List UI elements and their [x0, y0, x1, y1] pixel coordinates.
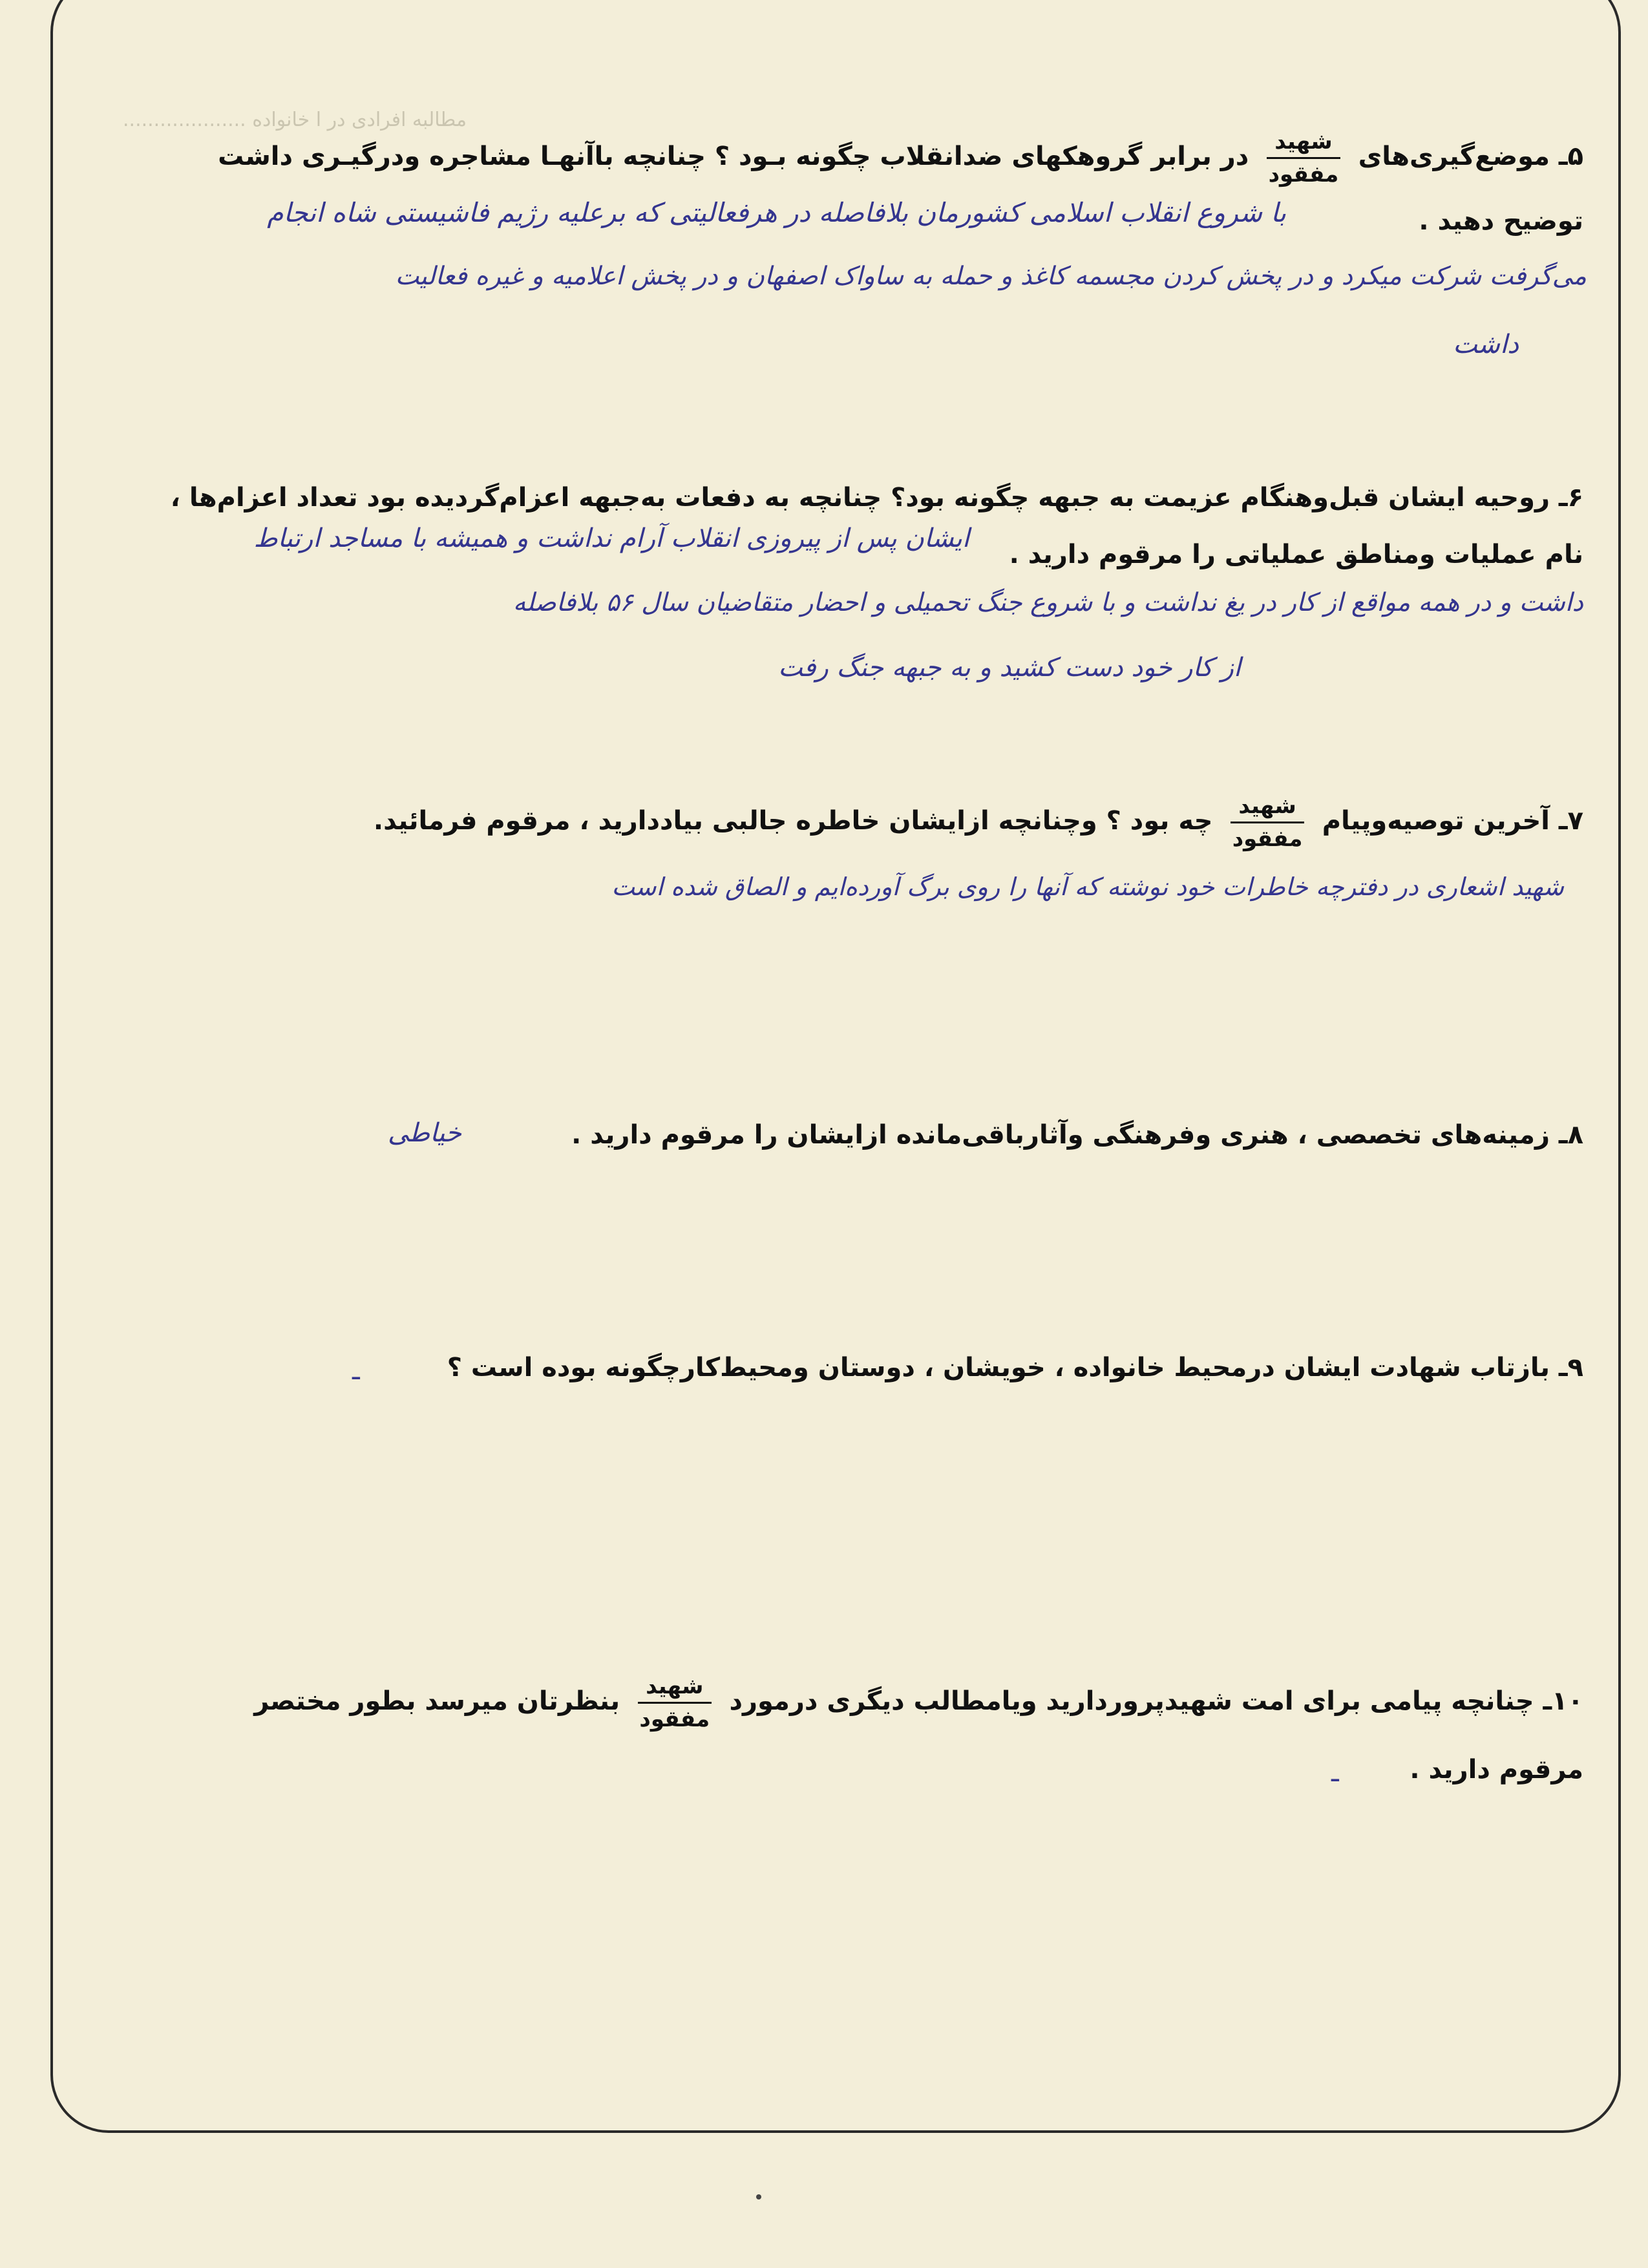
question-10-line-2: مرقوم دارید . — [1410, 1755, 1583, 1785]
question-5-line-2: توضیح دهید . — [1419, 206, 1583, 236]
martyr-missing-fraction — [1267, 127, 1340, 189]
question-10-text-start: ۱۰ـ چنانچه پیامی برای امت شهیدپروردارید ویامطالب دیگری درمورد — [729, 1686, 1583, 1716]
martyr-missing-fraction — [638, 1672, 711, 1733]
question-6-line-1: ۶ـ روحیه ایشان قبل‌وهنگام عزیمت به جبهه چگونه بود؟ چنانچه به دفعات به‌جبهه اعزام‌گردیده بود تعداد اعزام‌ها ، — [170, 483, 1583, 513]
answer-6-line-3: از کار خود دست کشید و به جبهه جنگ رفت — [778, 653, 1241, 683]
answer-5-line-1: با شروع انقلاب اسلامی کشورمان بلافاصله در هرفعالیتی که برعلیه رژیم فاشیستی شاه انجام — [267, 197, 1286, 228]
question-6-line-2: نام عملیات ومناطق عملیاتی را مرقوم دارید . — [1009, 540, 1583, 569]
answer-8: خیاطی — [388, 1118, 462, 1148]
answer-6-line-2: داشت و در همه مواقع از کار در یغ نداشت و با شروع جنگ تحمیلی و احضار متقاضیان سال ۵۶ بلافاصله — [512, 588, 1583, 617]
question-7 — [84, 791, 1583, 853]
question-5 — [84, 127, 1583, 189]
question-5-text-end: در برابر گروهکهای ضدانقلاب چگونه بـود ؟ چنانچه باآنهـا مشاجره ودرگیـری داشت — [218, 142, 1249, 171]
fraction-bottom: مفقود — [1232, 825, 1303, 852]
paper-speck — [756, 2194, 761, 2199]
answer-5-line-3: داشت — [1453, 330, 1519, 359]
question-10-text-end: بنظرتان میرسد بطور مختصر — [254, 1686, 620, 1716]
answer-6-line-1: ایشان پس از پیروزی انقلاب آرام نداشت و همیشه با مساجد ارتباط — [253, 524, 969, 553]
question-7-text-end: چه بود ؟ وچنانچه ازایشان خاطره جالبی بیاددارید ، مرقوم فرمائید. — [373, 806, 1213, 836]
fraction-top: شهید — [638, 1672, 711, 1704]
answer-5-line-2: می‌گرفت شرکت میکرد و در پخش کردن مجسمه کاغذ و حمله به ساواک اصفهان و در پخش اعلامیه و غیره فعالیت — [395, 262, 1587, 291]
question-9: ۹ـ بازتاب شهادت ایشان درمحیط خانواده ، خویشان ، دوستان ومحیط‌کارچگونه بوده است ؟ — [447, 1353, 1583, 1383]
fraction-bottom: مفقود — [1268, 161, 1339, 187]
martyr-missing-fraction — [1231, 792, 1304, 853]
page-border — [50, 0, 1621, 2133]
fraction-top: شهید — [1231, 792, 1304, 823]
question-7-text-start: ۷ـ آخرین توصیه‌وپیام — [1322, 806, 1583, 836]
faint-bleed-through-text: مطالبه افرادی در ا خانواده .................... — [123, 109, 467, 131]
question-8: ۸ـ زمینه‌های تخصصی ، هنری وفرهنگی وآثارباقی‌مانده ازایشان را مرقوم دارید . — [571, 1120, 1583, 1150]
question-5-text-start: ۵ـ موضع‌گیری‌های — [1358, 142, 1583, 171]
fraction-top: شهید — [1267, 127, 1340, 159]
answer-10-dash: ـ — [1331, 1758, 1339, 1788]
fraction-bottom: مفقود — [639, 1706, 710, 1732]
question-10 — [84, 1671, 1583, 1733]
answer-9-dash: ـ — [352, 1356, 360, 1386]
answer-7: شهید اشعاری در دفترچه خاطرات خود نوشته که آنها را روی برگ آورده‌ایم و الصاق شده است — [611, 873, 1564, 901]
